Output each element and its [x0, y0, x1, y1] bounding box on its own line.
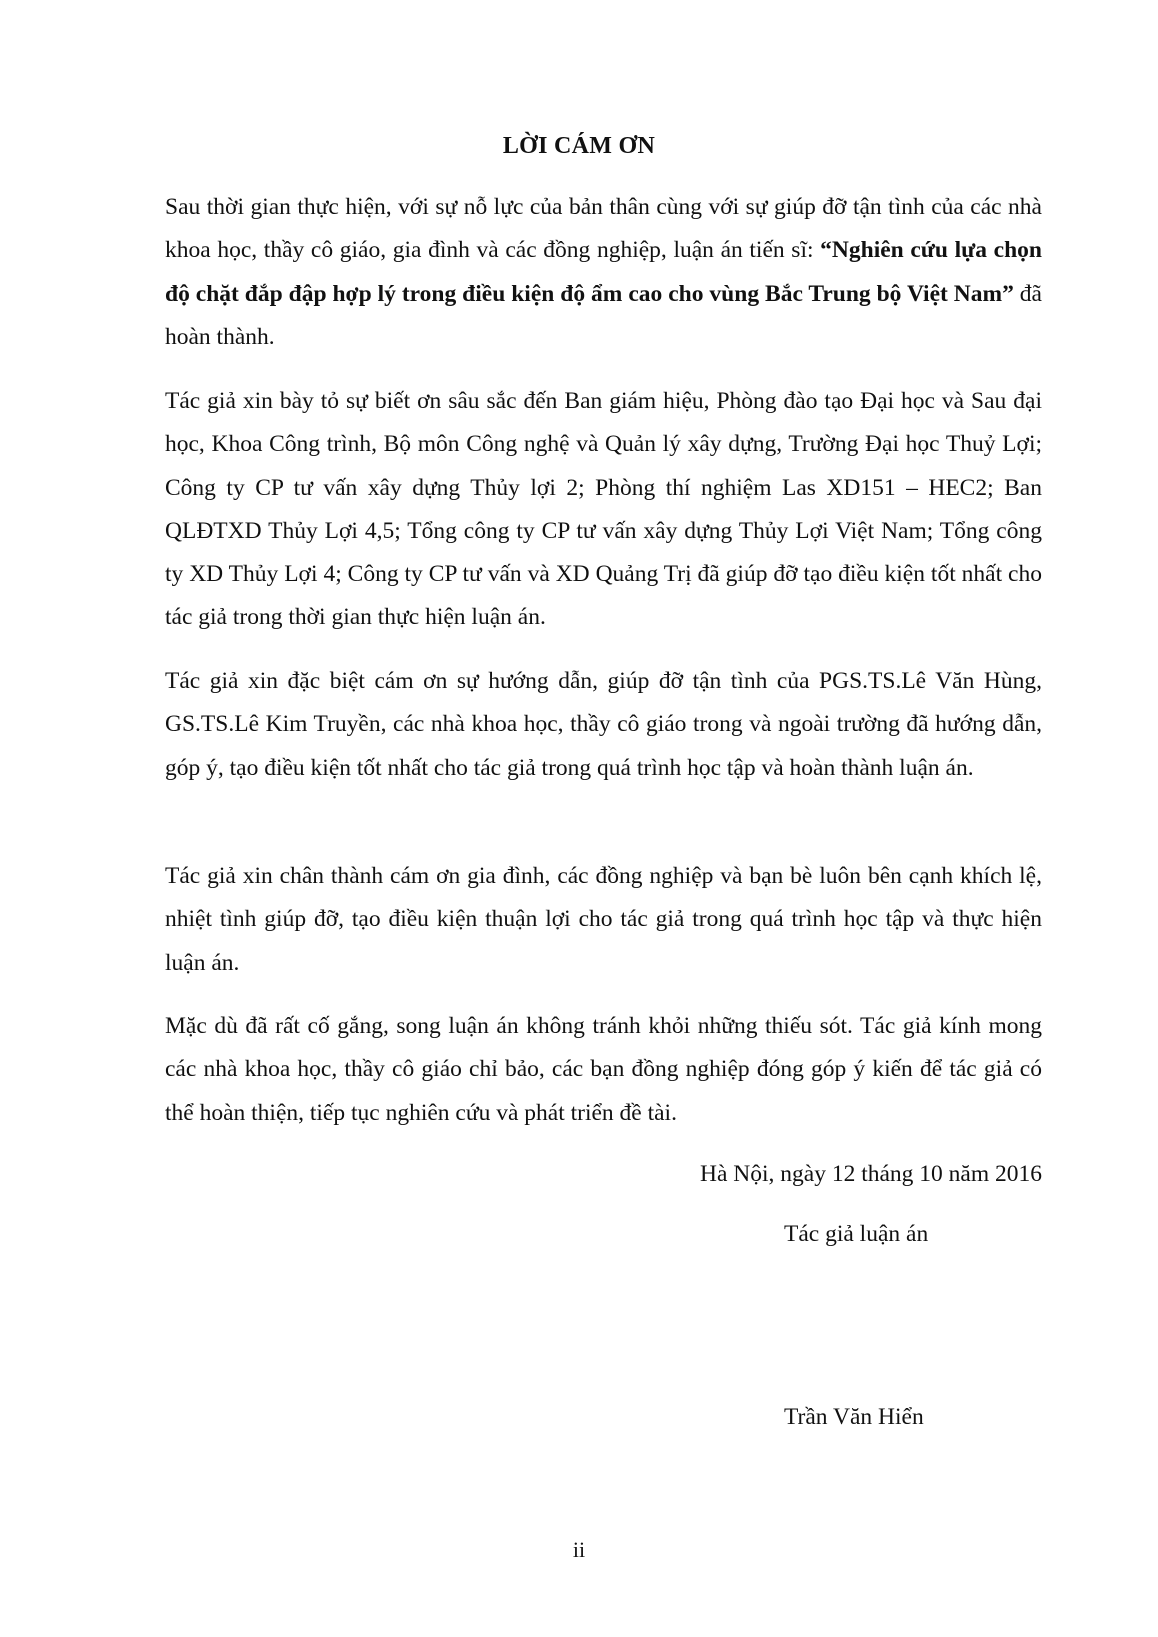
author-label: Tác giả luận án	[784, 1221, 929, 1247]
intro-end-text: đã hoàn thành.	[165, 280, 1042, 350]
paragraph-family: Tác giả xin chân thành cám ơn gia đình, các đồng nghiệp và bạn bè luôn bên cạnh khích lệ, nhiệt tình giúp đỡ, tạo điều kiện thuận lợi cho tác giả trong quá trình học tập và thực hiện luận án.	[165, 863, 1042, 976]
paragraph-closing: Mặc dù đã rất cố gắng, song luận án không tránh khỏi những thiếu sót. Tác giả kính mong các nhà khoa học, thầy cô giáo chỉ bảo, các bạn đồng nghiệp đóng góp ý kiến để tác giả có thể hoàn thiện, tiếp tục nghiên cứu và phát triển đề tài.	[165, 1013, 1042, 1126]
page-title: LỜI CÁM ƠN	[502, 133, 656, 159]
date-line: Hà Nội, ngày 12 tháng 10 năm 2016	[699, 1161, 1042, 1187]
page-number: ii	[572, 1537, 586, 1562]
thesis-title: “Nghiên cứu lựa chọn độ chặt đắp đập hợp lý trong điều kiện độ ẩm cao cho vùng Bắc Trung bộ Việt Nam”	[165, 237, 1042, 307]
intro-text: Sau thời gian thực hiện, với sự nỗ lực của bản thân cùng với sự giúp đỡ tận tình của các nhà khoa học, thầy cô giáo, gia đình và các đồng nghiệp, luận án tiến sĩ:	[165, 194, 1042, 264]
author-name: Trần Văn Hiển	[784, 1404, 924, 1430]
paragraph-supervisors: Tác giả xin đặc biệt cám ơn sự hướng dẫn, giúp đỡ tận tình của PGS.TS.Lê Văn Hùng, GS.TS.Lê Kim Truyền, các nhà khoa học, thầy cô giáo trong và ngoài trường đã hướng dẫn, góp ý, tạo điều kiện tốt nhất cho tác giả trong quá trình học tập và hoàn thành luận án.	[165, 668, 1042, 781]
paragraph-institutions: Tác giả xin bày tỏ sự biết ơn sâu sắc đến Ban giám hiệu, Phòng đào tạo Đại học và Sau đại học, Khoa Công trình, Bộ môn Công nghệ và Quản lý xây dựng, Trường Đại học Thuỷ Lợi; Công ty CP tư vấn xây dựng Thủy lợi 2; Phòng thí nghiệm Las XD151 – HEC2; Ban QLĐTXD Thủy Lợi 4,5; Tổng công ty CP tư vấn xây dựng Thủy Lợi Việt Nam; Tổng công ty XD Thủy Lợi 4; Công ty CP tư vấn và XD Quảng Trị đã giúp đỡ tạo điều kiện tốt nhất cho tác giả trong thời gian thực hiện luận án.	[165, 388, 1042, 631]
paragraph-intro	[165, 186, 1042, 359]
